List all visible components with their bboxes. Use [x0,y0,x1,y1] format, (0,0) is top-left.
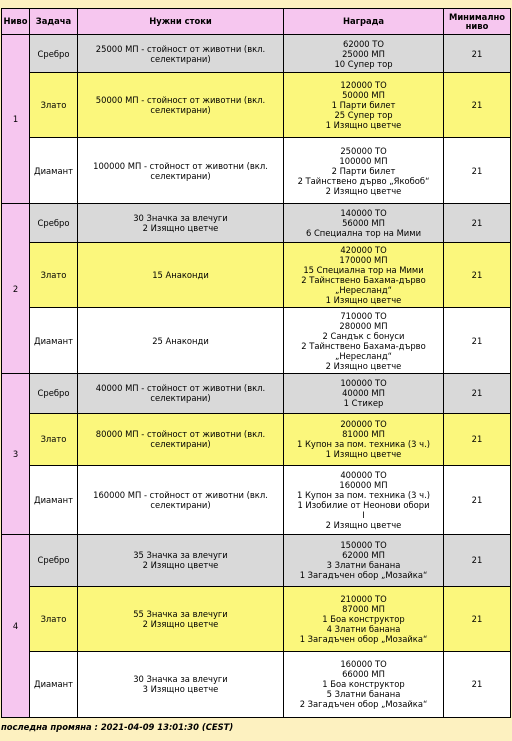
header-task: Задача [30,9,78,35]
goods-cell: 25000 МП - стойност от животни (вкл. селектирани) [78,35,284,73]
min-level-cell: 21 [444,586,511,651]
goods-cell: 35 Значка за влечуги 2 Изящно цветче [78,534,284,586]
header-level: Ниво [2,9,30,35]
min-level-cell: 21 [444,73,511,138]
goods-cell: 40000 МП - стойност от животни (вкл. селектирани) [78,374,284,413]
goods-cell: 80000 МП - стойност от животни (вкл. селектирани) [78,413,284,465]
table-row [2,243,511,308]
reward-cell: 150000 ТО 62000 МП 3 Златни банана 1 Загадъчен обор „Мозайка“ [284,534,444,586]
task-cell: Злато [30,73,78,138]
reward-cell: 420000 ТО 170000 МП 15 Специална тор на Мими 2 Тайнствено Бахама-дърво „Нересланд“ 1 Изящно цветче [284,243,444,308]
goods-cell: 15 Анаконди [78,243,284,308]
quest-table [1,8,511,718]
task-cell: Злато [30,243,78,308]
reward-cell: 100000 ТО 40000 МП 1 Стикер [284,374,444,413]
task-cell: Диамант [30,138,78,204]
goods-cell: 160000 МП - стойност от животни (вкл. селектирани) [78,465,284,534]
goods-cell: 25 Анаконди [78,308,284,374]
table-row [2,374,511,413]
goods-cell: 55 Значка за влечуги 2 Изящно цветче [78,586,284,651]
task-cell: Сребро [30,534,78,586]
table-row [2,35,511,73]
table-row [2,465,511,534]
reward-cell: 62000 ТО 25000 МП 10 Супер тор [284,35,444,73]
header-min-level: Минимално ниво [444,9,511,35]
header-row [2,9,511,35]
last-modified-note: последна промяна : 2021-04-09 13:01:30 (CEST) [1,722,234,732]
level-cell: 1 [2,35,30,204]
goods-cell: 30 Значка за влечуги 3 Изящно цветче [78,651,284,717]
table-row [2,308,511,374]
min-level-cell: 21 [444,243,511,308]
task-cell: Сребро [30,204,78,243]
table-row [2,138,511,204]
min-level-cell: 21 [444,374,511,413]
min-level-cell: 21 [444,413,511,465]
table-row [2,586,511,651]
table-row [2,534,511,586]
header-reward: Награда [284,9,444,35]
reward-cell: 710000 ТО 280000 МП 2 Сандък с бонуси 2 Тайнствено Бахама-дърво „Нересланд“ 2 Изящно цветче [284,308,444,374]
table-row [2,651,511,717]
goods-cell: 100000 МП - стойност от животни (вкл. селектирани) [78,138,284,204]
reward-cell: 210000 ТО 87000 МП 1 Боа конструктор 4 Златни банана 1 Загадъчен обор „Мозайка“ [284,586,444,651]
reward-cell: 400000 ТО 160000 МП 1 Купон за пом. техника (3 ч.) 1 Изобилие от Неонови обори I 2 Изящно цветче [284,465,444,534]
task-cell: Злато [30,413,78,465]
min-level-cell: 21 [444,534,511,586]
min-level-cell: 21 [444,308,511,374]
task-cell: Сребро [30,374,78,413]
task-cell: Диамант [30,465,78,534]
table-row [2,73,511,138]
task-cell: Диамант [30,651,78,717]
reward-cell: 140000 ТО 56000 МП 6 Специална тор на Мими [284,204,444,243]
min-level-cell: 21 [444,35,511,73]
level-cell: 2 [2,204,30,374]
task-cell: Злато [30,586,78,651]
min-level-cell: 21 [444,204,511,243]
task-cell: Диамант [30,308,78,374]
header-goods: Нужни стоки [78,9,284,35]
reward-cell: 160000 ТО 66000 МП 1 Боа конструктор 5 Златни банана 2 Загадъчен обор „Мозайка“ [284,651,444,717]
min-level-cell: 21 [444,138,511,204]
level-cell: 3 [2,374,30,534]
goods-cell: 50000 МП - стойност от животни (вкл. селектирани) [78,73,284,138]
min-level-cell: 21 [444,465,511,534]
table-row [2,204,511,243]
reward-cell: 200000 ТО 81000 МП 1 Купон за пом. техника (3 ч.) 1 Изящно цветче [284,413,444,465]
task-cell: Сребро [30,35,78,73]
table-row [2,413,511,465]
goods-cell: 30 Значка за влечуги 2 Изящно цветче [78,204,284,243]
reward-cell: 120000 ТО 50000 МП 1 Парти билет 25 Супер тор 1 Изящно цветче [284,73,444,138]
min-level-cell: 21 [444,651,511,717]
level-cell: 4 [2,534,30,717]
reward-cell: 250000 ТО 100000 МП 2 Парти билет 2 Тайнствено дърво „Якобоб“ 2 Изящно цветче [284,138,444,204]
